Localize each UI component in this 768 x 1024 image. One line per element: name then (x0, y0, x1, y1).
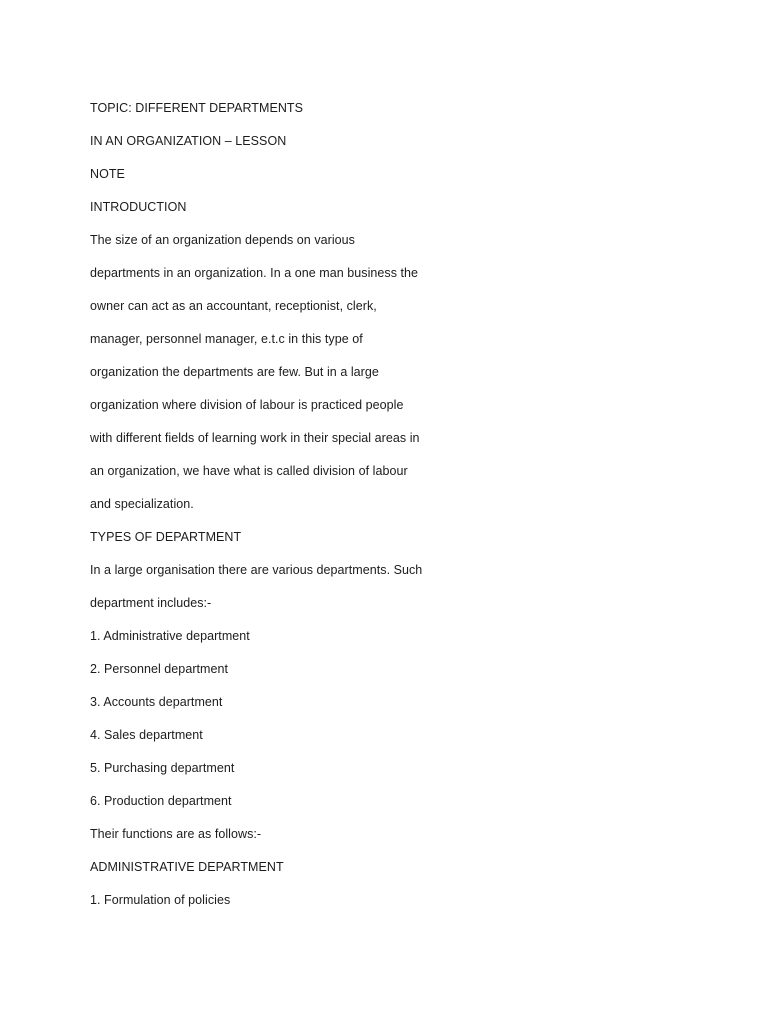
admin-heading: ADMINISTRATIVE DEPARTMENT (90, 860, 284, 874)
title-line-3: NOTE (90, 167, 125, 181)
intro-line: with different fields of learning work in their special areas in (90, 431, 420, 445)
types-heading: TYPES OF DEPARTMENT (90, 530, 242, 544)
department-list-item: 3. Accounts department (90, 695, 223, 709)
intro-line: and specialization. (90, 497, 194, 511)
department-list-item: 1. Administrative department (90, 629, 250, 643)
intro-line: owner can act as an accountant, receptionist, clerk, (90, 299, 377, 313)
functions-intro: Their functions are as follows:- (90, 827, 262, 841)
intro-line: The size of an organization depends on various (90, 233, 355, 247)
intro-line: organization the departments are few. But in a large (90, 365, 379, 379)
department-list-item: 6. Production department (90, 794, 232, 808)
department-list-item: 5. Purchasing department (90, 761, 235, 775)
department-list-item: 4. Sales department (90, 728, 203, 742)
types-intro-line: department includes:- (90, 596, 212, 610)
intro-line: an organization, we have what is called division of labour (90, 464, 408, 478)
types-intro-line: In a large organisation there are various departments. Such (90, 563, 423, 577)
title-line-1: TOPIC: DIFFERENT DEPARTMENTS (90, 101, 303, 115)
intro-line: departments in an organization. In a one man business the (90, 266, 419, 280)
department-list-item: 2. Personnel department (90, 662, 229, 676)
admin-function-item: 1. Formulation of policies (90, 893, 231, 907)
intro-line: organization where division of labour is practiced people (90, 398, 404, 412)
intro-line: manager, personnel manager, e.t.c in this type of (90, 332, 363, 346)
title-line-2: IN AN ORGANIZATION – LESSON (90, 134, 287, 148)
document-body (90, 92, 690, 917)
intro-heading: INTRODUCTION (90, 200, 187, 214)
